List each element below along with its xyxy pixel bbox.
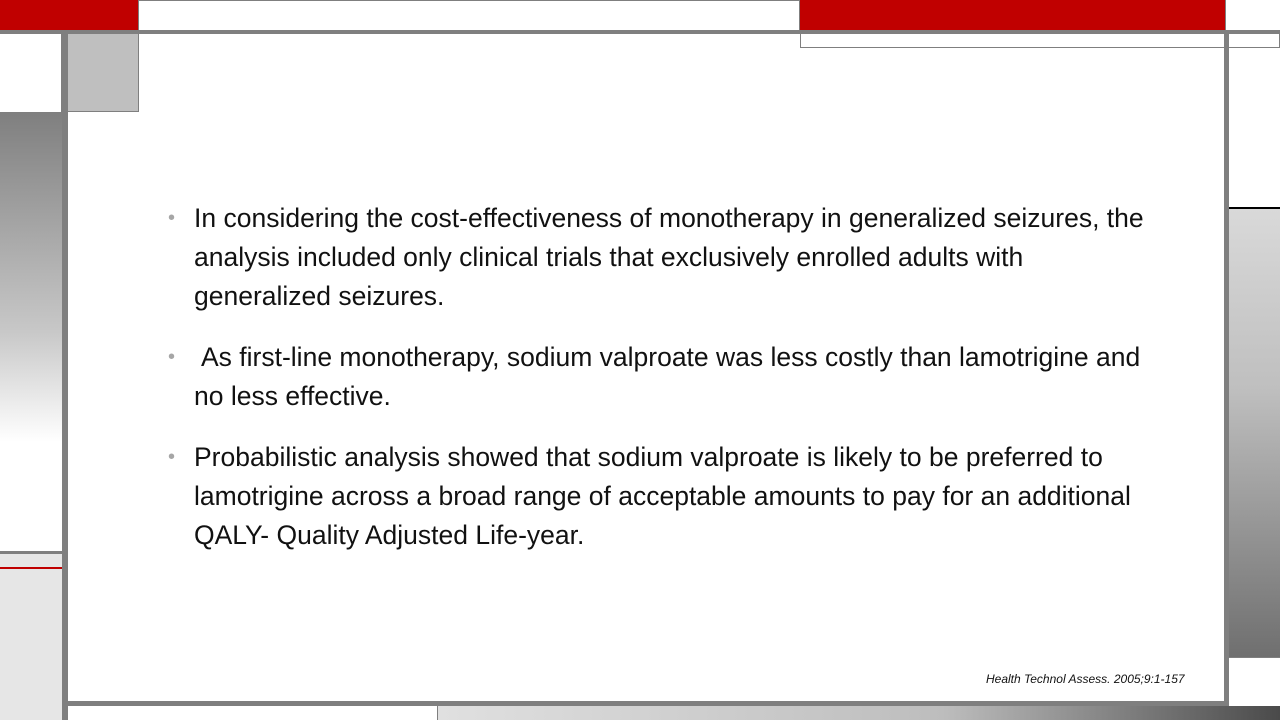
- frame-bottom-gradient-bar: [438, 706, 1280, 720]
- citation-footnote: Health Technol Assess. 2005;9:1-157: [986, 672, 1185, 686]
- frame-top-white-box: [138, 0, 800, 30]
- frame-top-far-right-box: [1225, 0, 1280, 30]
- frame-sub-rule-box: [800, 34, 1280, 48]
- bullet-dot-icon: •: [168, 446, 176, 468]
- frame-right-top-block: [1229, 48, 1280, 208]
- bullet-dot-icon: •: [168, 207, 176, 229]
- frame-right-gradient-bar: [1229, 209, 1280, 657]
- bullet-text: In considering the cost-effectiveness of monotherapy in generalized seizures, the analysis included only clinical trials that exclusively enrolled adults with generalized seizures.: [194, 203, 1144, 311]
- frame-left-red-line: [0, 567, 64, 569]
- bullet-text: As first-line monotherapy, sodium valproate was less costly than lamotrigine and no less effective.: [194, 342, 1141, 411]
- frame-bottom-white-block: [68, 706, 438, 720]
- frame-top-left-red-block: [0, 0, 138, 30]
- frame-left-lower-block: [0, 554, 62, 720]
- bullet-item: [166, 199, 1156, 316]
- bullet-text: Probabilistic analysis showed that sodium valproate is likely to be preferred to lamotrigine across a broad range of acceptable amounts to pay for an additional QALY- Quality Adjusted Life-year.: [194, 442, 1131, 550]
- bullet-item: [166, 338, 1156, 416]
- frame-left-white-block: [0, 34, 62, 112]
- bullet-item: [166, 438, 1156, 555]
- bullet-list: [166, 199, 1156, 577]
- bullet-dot-icon: •: [168, 346, 176, 368]
- frame-left-gradient-bar: [0, 112, 62, 552]
- frame-left-gray-square: [62, 34, 139, 112]
- frame-left-vertical-rule: [62, 34, 68, 720]
- frame-top-right-red-block: [800, 0, 1225, 30]
